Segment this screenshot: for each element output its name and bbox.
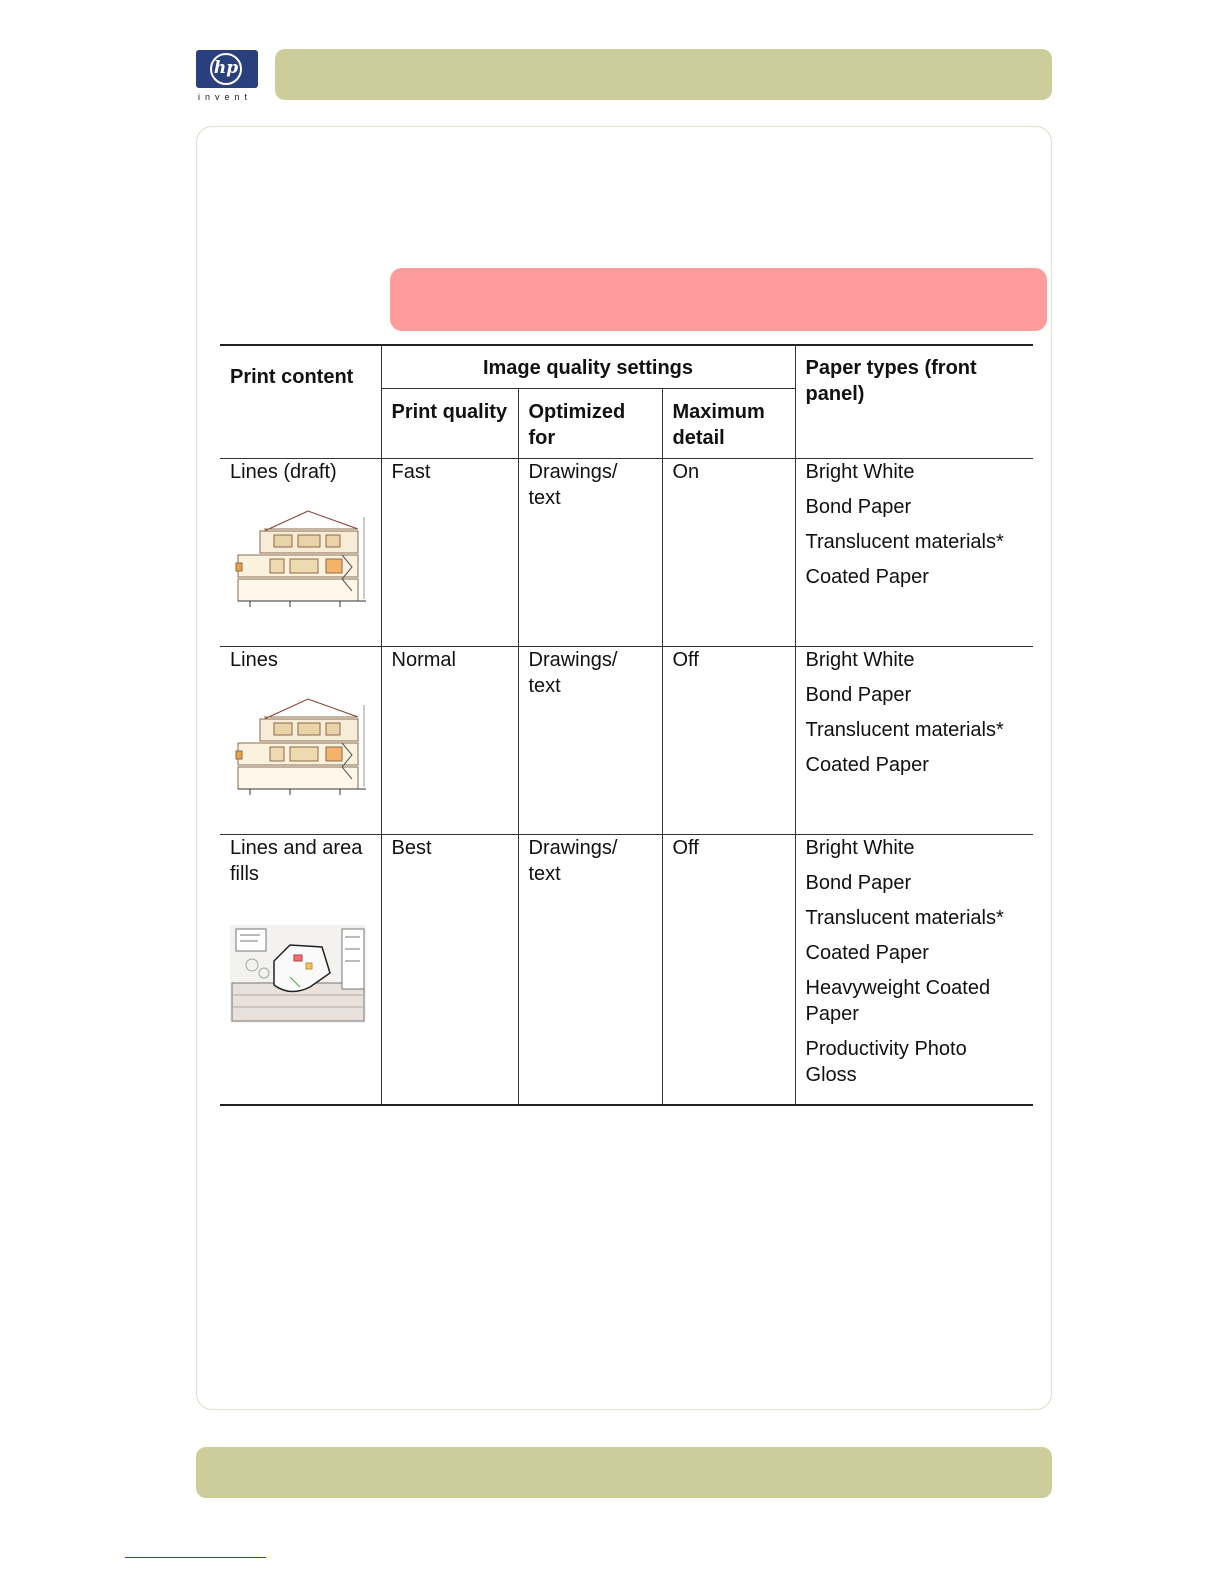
print-content-label: Lines (draft) (230, 460, 337, 483)
cell-maximum-detail: On (662, 458, 795, 646)
cell-print-quality: Normal (381, 646, 518, 834)
paper-type: Translucent materials* (805, 718, 1004, 741)
print-content-label: Lines and area fills (230, 836, 363, 885)
header-optimized-for: Optimized for (518, 388, 662, 458)
hp-logo (196, 50, 260, 102)
header-print-quality: Print quality (381, 388, 518, 458)
paper-type: Bright White (805, 460, 915, 483)
paper-type: Productivity Photo Gloss (805, 1037, 967, 1086)
paper-type: Bright White (805, 836, 915, 859)
cell-optimized-for: Drawings/ text (518, 646, 662, 834)
paper-type: Bond Paper (805, 871, 912, 894)
cell-print-content (220, 834, 381, 1105)
header-print-content: Print content (220, 345, 381, 458)
cell-maximum-detail: Off (662, 646, 795, 834)
paper-type: Coated Paper (805, 753, 929, 776)
paper-type: Bright White (805, 648, 915, 671)
paper-type: Heavyweight Coated Paper (805, 976, 991, 1025)
cell-print-quality: Best (381, 834, 518, 1105)
floor-plan-thumbnail (230, 925, 366, 1023)
header-image-quality-settings: Image quality settings (381, 345, 795, 388)
paper-type: Bond Paper (805, 495, 912, 518)
cell-print-content (220, 646, 381, 834)
hp-logo-word: invent (198, 92, 253, 102)
cell-print-quality: Fast (381, 458, 518, 646)
table-row (220, 458, 1033, 646)
header-maximum-detail: Maximum detail (662, 388, 795, 458)
table-row (220, 834, 1033, 1105)
cell-paper-types (795, 458, 1033, 646)
paper-type: Translucent materials* (805, 530, 1004, 553)
header-paper-types: Paper types (front panel) (795, 345, 1033, 458)
print-settings-table (220, 344, 1033, 1106)
paper-type: Coated Paper (805, 565, 929, 588)
paper-type: Coated Paper (805, 941, 929, 964)
footnote-link-underline[interactable] (125, 1557, 266, 1558)
section-banner (390, 268, 1047, 331)
paper-type: Translucent materials* (805, 906, 1004, 929)
cell-maximum-detail: Off (662, 834, 795, 1105)
cell-paper-types (795, 646, 1033, 834)
cell-optimized-for: Drawings/ text (518, 834, 662, 1105)
table-row (220, 646, 1033, 834)
cell-print-content (220, 458, 381, 646)
cell-optimized-for: Drawings/ text (518, 458, 662, 646)
header-bar (275, 49, 1052, 100)
hp-logo-mark: hp (210, 53, 242, 85)
cell-paper-types (795, 834, 1033, 1105)
building-section-thumbnail (230, 695, 370, 803)
footer-bar (196, 1447, 1052, 1498)
paper-type: Bond Paper (805, 683, 912, 706)
print-content-label: Lines (230, 648, 278, 671)
building-section-thumbnail (230, 507, 370, 615)
hp-logo-box (196, 50, 258, 88)
